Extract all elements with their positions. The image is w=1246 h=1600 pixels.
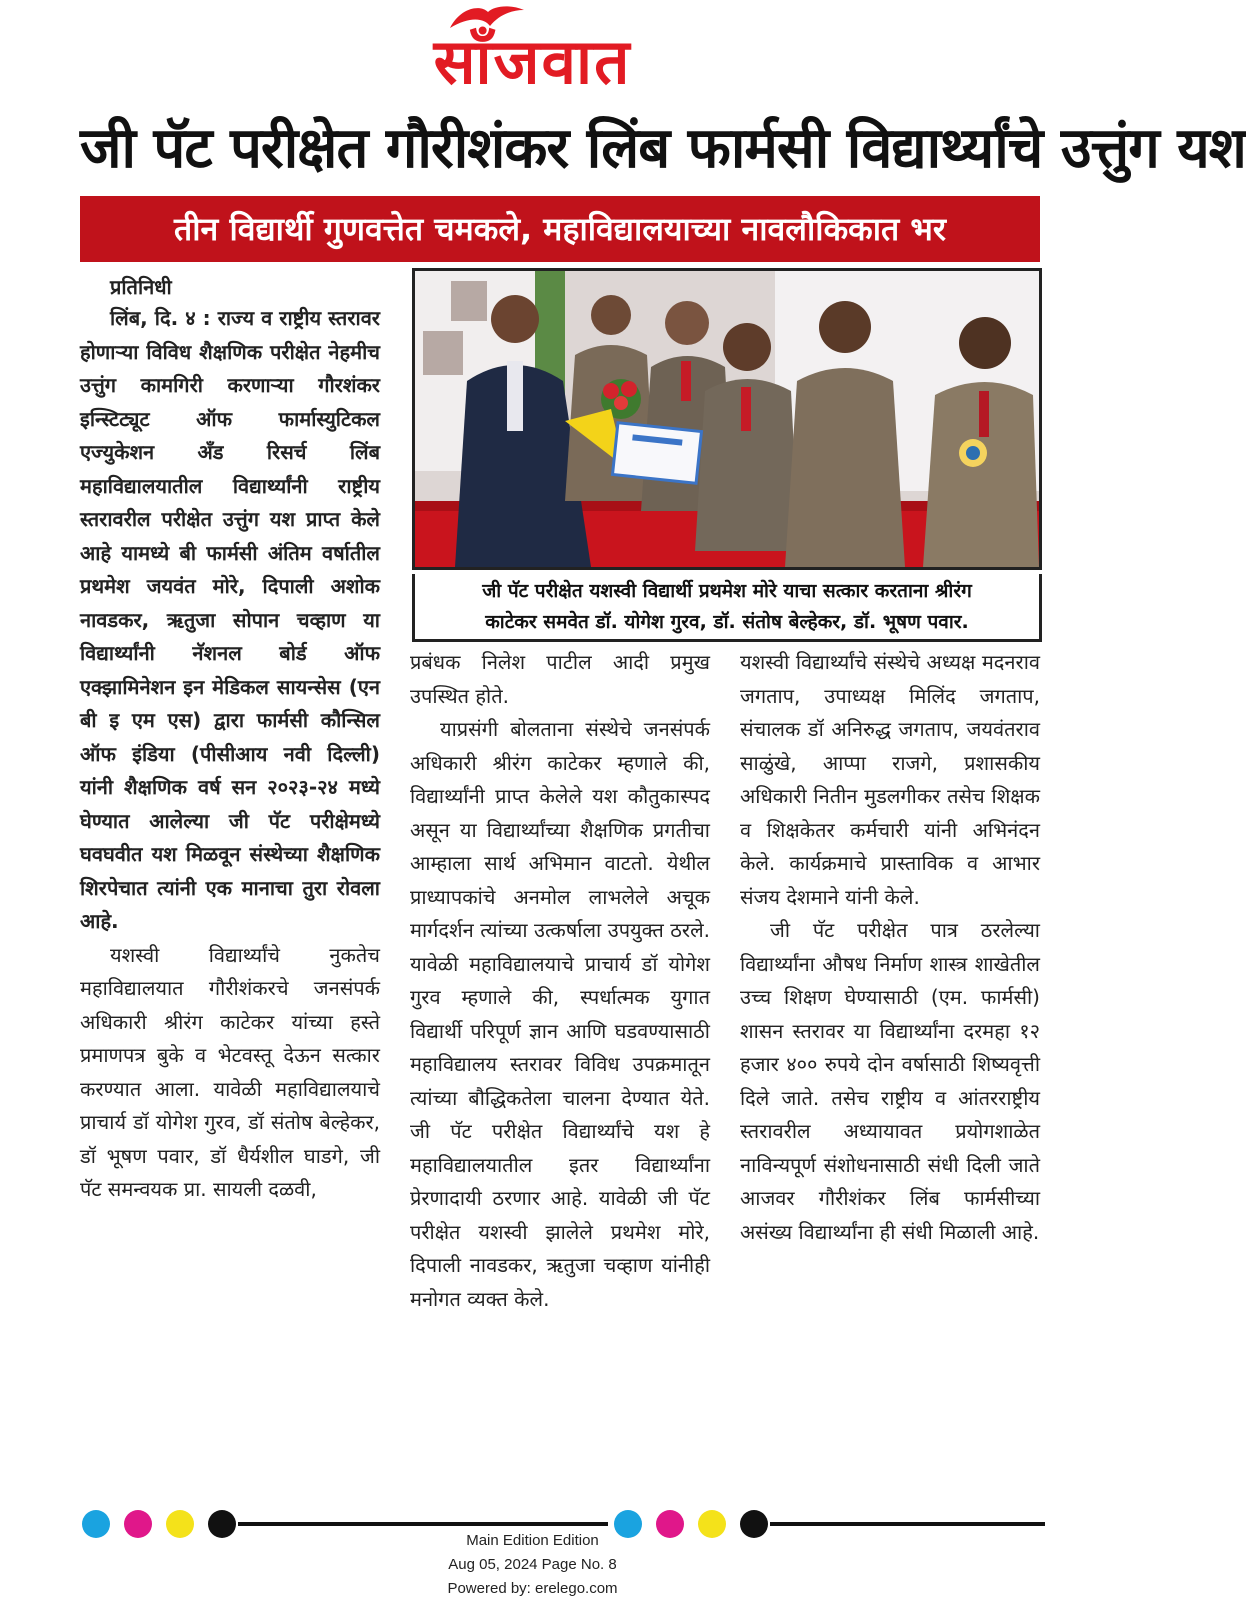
article-paragraph: यशस्वी विद्यार्थ्यांचे संस्थेचे अध्यक्ष मदनराव जगताप, उपाध्यक्ष मिलिंद जगताप, संचालक डॉ अनिरुद्ध जगताप, जयवंतराव साळुंखे, आप्पा राजगे, प्रशासकीय अधिकारी नितीन मुडलगीकर तसेच शिक्षक व शिक्षकेतर कर्मचारी यांनी अभिनंदन केले. कार्यक्रमाचे प्रास्ताविक व आभार संजय देशमाने यांनी केले.	[740, 650, 1040, 909]
print-registration-strip	[0, 1516, 1065, 1532]
byline: प्रतिनिधी	[110, 275, 172, 299]
photo-caption-line-2: काटेकर समवेत डॉ. योगेश गुरव, डॉ. संतोष बेल्हेकर, डॉ. भूषण पवार.	[485, 611, 969, 633]
footer-edition: Main Edition Edition	[466, 1532, 599, 1549]
photo-caption	[412, 574, 1042, 642]
article-paragraph: यशस्वी विद्यार्थ्यांचे नुकतेच महाविद्यालयात गौरीशंकरचे जनसंपर्क अधिकारी श्रीरंग काटेकर यांच्या हस्ते प्रमाणपत्र बुके व भेटवस्तू देऊन सत्कार करण्यात आला. यावेळी महाविद्यालयाचे प्राचार्य डॉ योगेश गुरव, डॉ संतोष बेल्हेकर, डॉ भूषण पवार, डॉ धैर्यशील घाडगे, जी पॅट समन्वयक प्रा. सायली दळवी,	[80, 942, 380, 1201]
footer-date-page: Aug 05, 2024 Page No. 8	[448, 1556, 617, 1573]
felicitation-photo	[412, 268, 1042, 570]
article-paragraph: याप्रसंगी बोलताना संस्थेचे जनसंपर्क अधिकारी श्रीरंग काटेकर म्हणाले की, विद्यार्थ्यांनी प्राप्त केलेले यश कौतुकास्पद असून या विद्यार्थ्यांच्या शैक्षणिक प्रगतीचा आम्हाला सार्थ अभिमान वाटतो. येथील प्राध्यापकांचे अनमोल लाभलेले अचूक मार्गदर्शन त्यांच्या उत्कर्षाला उपयुक्त ठरले. यावेळी महाविद्यालयाचे प्राचार्य डॉ योगेश गुरव म्हणाले की, स्पर्धात्मक युगात विद्यार्थी परिपूर्ण ज्ञान आणि घडवण्यासाठी महाविद्यालय स्तरावर विविध उपक्रमातून त्यांच्या बौद्धिकतेला चालना देण्यात येते. जी पॅट परीक्षेत विद्यार्थ्यांचे यश हे महाविद्यालयातील इतर विद्यार्थ्यांना प्रेरणादायी ठरणार आहे. यावेळी जी पॅट परीक्षेत यशस्वी झालेले प्रथमेश मोरे, दिपाली नावडकर, ऋतुजा चव्हाण यांनीही मनोगत व्यक्त केले.	[410, 717, 710, 1311]
article-column-2	[410, 646, 710, 1316]
photo-illustration	[415, 271, 1039, 567]
article-paragraph: प्रबंधक निलेश पाटील आदी प्रमुख उपस्थित होते.	[410, 650, 710, 708]
article-paragraph: लिंब, दि. ४ : राज्य व राष्ट्रीय स्तरावर होणाऱ्या विविध शैक्षणिक परीक्षेत नेहमीच उत्तुंग कामगिरी करणाऱ्या गौरशंकर इन्स्टिट्यूट ऑफ फार्मास्युटिकल एज्युकेशन अँड रिसर्च लिंब महाविद्यालयातील विद्यार्थ्यांनी राष्ट्रीय स्तरावरील परीक्षेत उत्तुंग यश प्राप्त केले आहे यामध्ये बी फार्मसी अंतिम वर्षातील प्रथमेश जयवंत मोरे, दिपाली अशोक नावडकर, ऋतुजा सोपान चव्हाण या विद्यार्थ्यांनी नॅशनल बोर्ड ऑफ एक्झामिनेशन इन मेडिकल सायन्सेस (एन बी इ एम एस) द्वारा फार्मसी कौन्सिल ऑफ इंडिया (पीसीआय नवी दिल्ली) यांनी शैक्षणिक वर्ष सन २०२३-२४ मध्ये घेण्यात आलेल्या जी पॅट परीक्षेमध्ये घवघवीत यश मिळवून संस्थेच्या शैक्षणिक शिरपेचात त्यांनी एक मानाचा तुरा रोवला आहे.	[80, 306, 380, 933]
subheadline: तीन विद्यार्थी गुणवत्तेत चमकले, महाविद्यालयाच्या नावलौकिकात भर	[174, 210, 946, 248]
registration-line	[238, 1522, 608, 1526]
subheadline-bar	[80, 196, 1040, 262]
masthead	[0, 0, 1065, 100]
footer-powered-by: Powered by: erelego.com	[447, 1580, 618, 1597]
article-column-1	[80, 272, 380, 1207]
registration-line	[770, 1522, 1045, 1526]
photo-caption-line-1: जी पॅट परीक्षेत यशस्वी विद्यार्थी प्रथमेश मोरे याचा सत्कार करताना श्रीरंग	[482, 580, 972, 602]
article-column-3	[740, 646, 1040, 1249]
article-paragraph: जी पॅट परीक्षेत पात्र ठरलेल्या विद्यार्थ्यांना औषध निर्माण शास्त्र शाखेतील उच्च शिक्षण घेण्यासाठी (एम. फार्मसी) शासन स्तरावर या विद्यार्थ्यांना दरमहा १२ हजार ४०० रुपये दोन वर्षासाठी शिष्यवृत्ती दिले जाते. तसेच राष्ट्रीय व आंतरराष्ट्रीय स्तरावरील अध्यायावत प्रयोगशाळेत नाविन्यपूर्ण संशोधनासाठी संधी दिली जाते आजवर गौरीशंकर लिंब फार्मसीच्या असंख्य विद्यार्थ्यांना ही संधी मिळाली आहे.	[740, 918, 1040, 1244]
headline: जी पॅट परीक्षेत गौरीशंकर लिंब फार्मसी विद्यार्थ्यांचे उत्तुंग यश	[80, 116, 1246, 181]
masthead-logo: साँजवात	[433, 25, 632, 98]
